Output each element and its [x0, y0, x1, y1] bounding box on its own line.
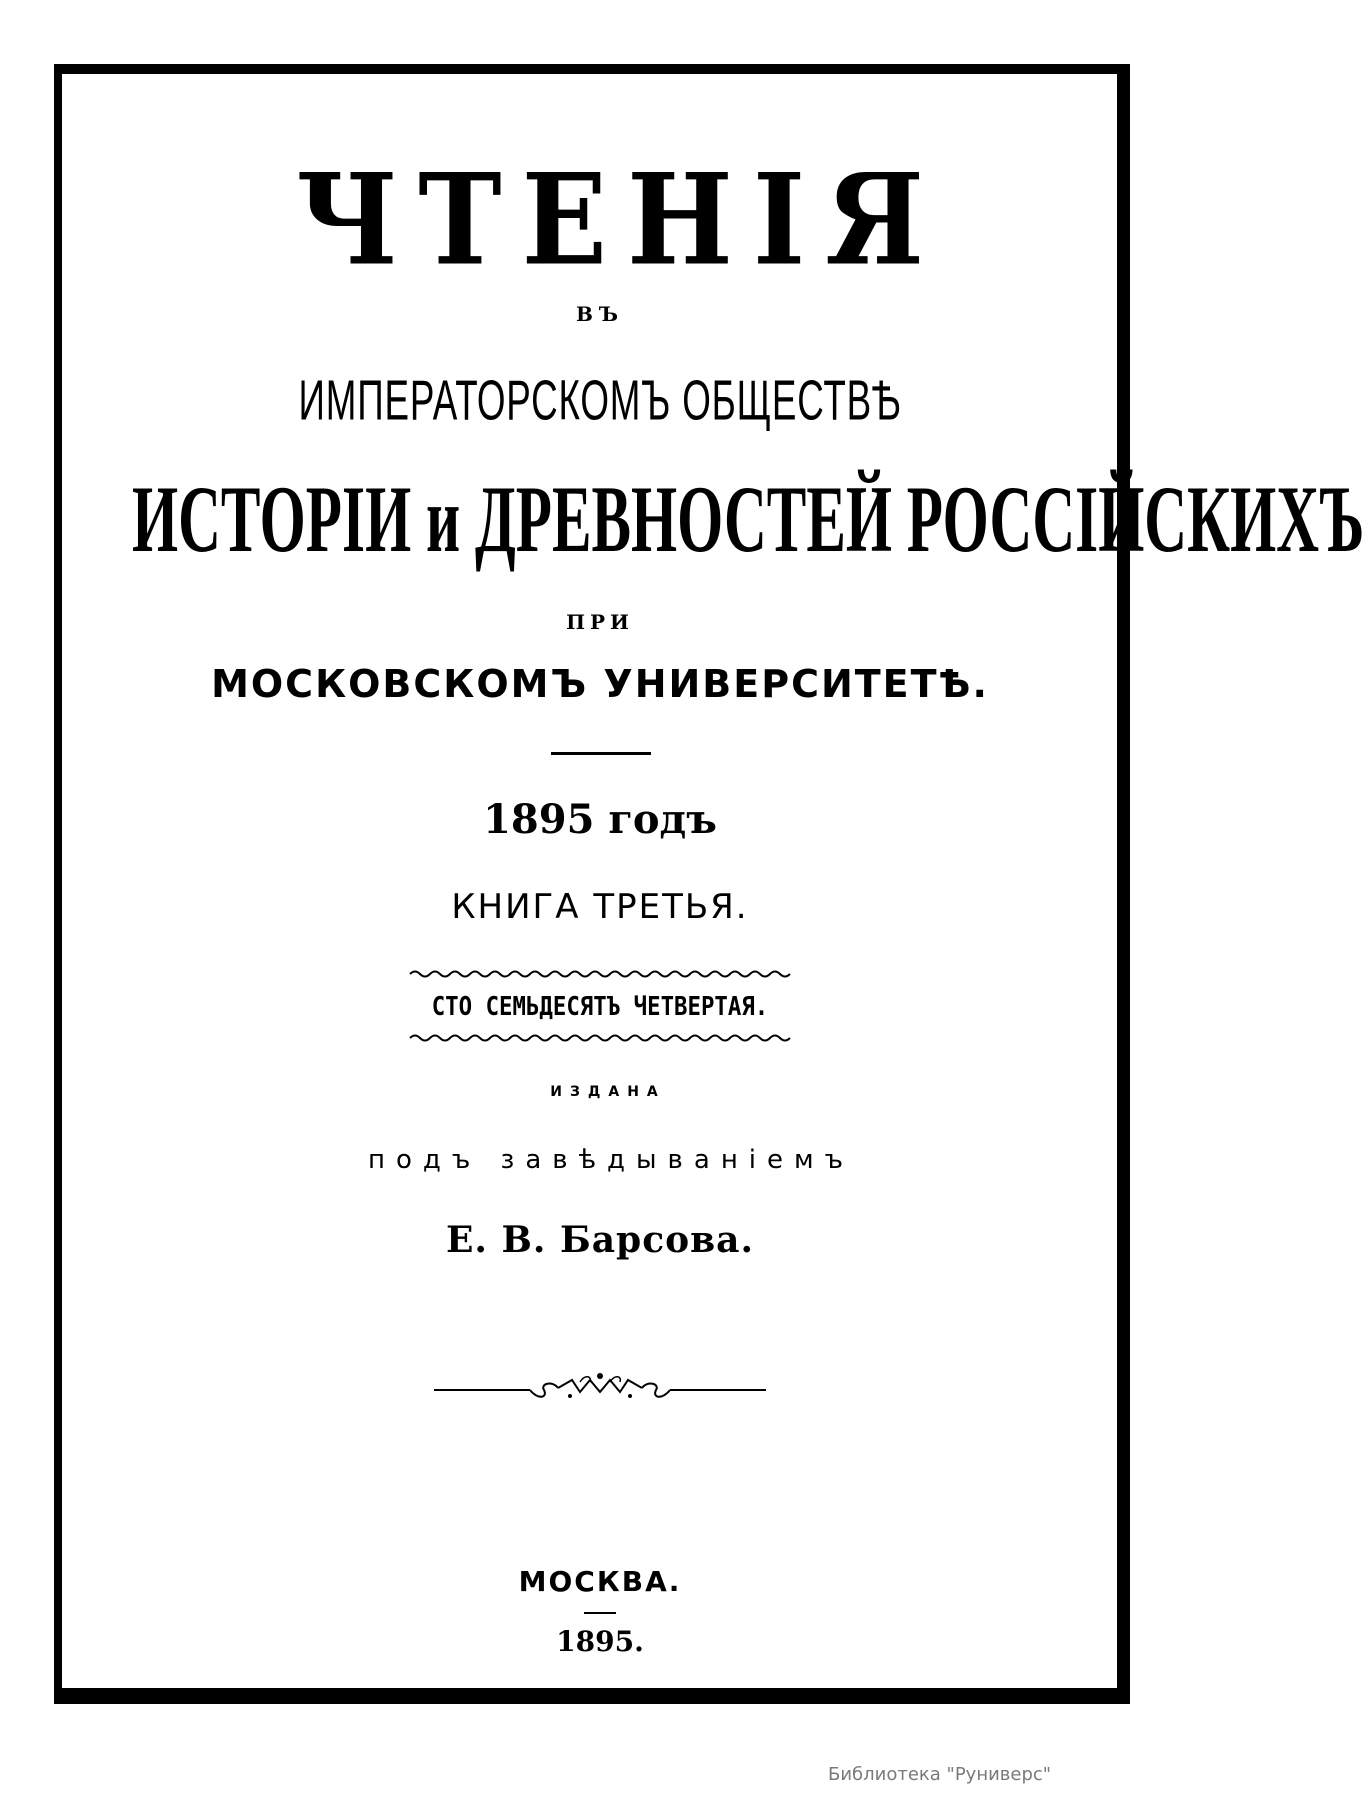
editor-intro: подъ завѣдываніемъ: [367, 1145, 855, 1175]
preposition-v: ВЪ: [575, 302, 625, 326]
city-line: МОСКВА.: [518, 1565, 682, 1598]
library-watermark: Библиотека "Руниверс": [828, 1764, 1052, 1785]
divider-rule: [551, 752, 651, 755]
wavy-rule-bottom: [410, 1032, 790, 1044]
preposition-pri: ПРИ: [566, 610, 634, 634]
short-rule: [584, 1612, 616, 1614]
wavy-rule-top: [410, 968, 790, 980]
year-line: 1895 годъ: [483, 796, 717, 843]
main-title: ЧТЕНІЯ: [296, 146, 944, 294]
ornament-flourish: [430, 1368, 770, 1408]
history-line: ИСТОРІИ и ДРЕВНОСТЕЙ РОССІЙСКИХЪ: [132, 467, 1364, 572]
city-year-line: 1895.: [556, 1625, 644, 1658]
editor-name: Е. В. Барсова.: [445, 1219, 755, 1261]
number-line: СТО СЕМЬДЕСЯТЪ ЧЕТВЕРТАЯ.: [431, 992, 769, 1022]
university-line: МОСКОВСКОМЪ УНИВЕРСИТЕТѢ.: [211, 662, 989, 706]
book-line: КНИГА ТРЕТЬЯ.: [451, 887, 749, 927]
izdana-label: ИЗДАНА: [550, 1084, 666, 1100]
society-line: ИМПЕРАТОРСКОМЪ ОБЩЕСТВѢ: [298, 368, 902, 432]
